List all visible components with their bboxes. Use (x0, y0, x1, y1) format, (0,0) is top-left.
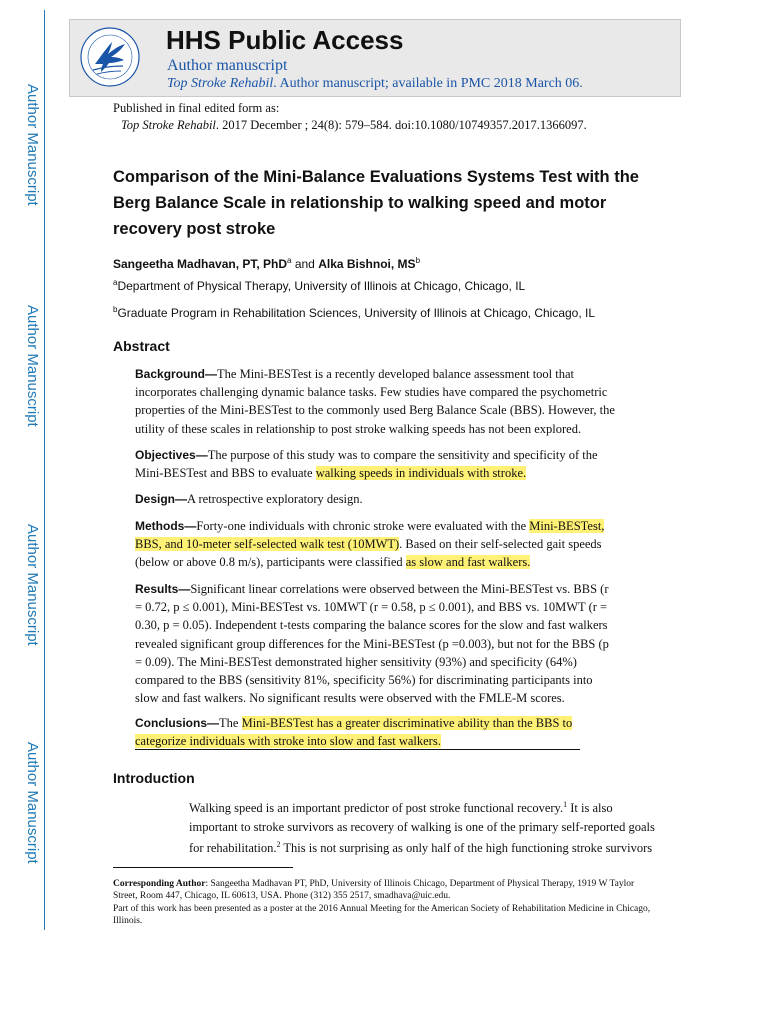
highlighted-text: Mini-BESTest, BBS, and 10-meter self-selected walk test (10MWT) (135, 519, 605, 552)
availability-line (167, 76, 583, 92)
abstract-heading: Abstract (113, 338, 170, 354)
affiliation-b (113, 305, 595, 320)
margin-rule (44, 10, 45, 930)
reference-link[interactable]: 1 (563, 800, 568, 809)
intro-text: This is not surprising as only half of the high functioning stroke survivors (280, 841, 653, 856)
author-affil-marker: a (287, 256, 292, 265)
footnote-label: Corresponding Author (113, 879, 206, 889)
author-separator: and (291, 257, 319, 271)
section-text: The Mini-BESTest is a recently developed balance assessment tool that incorporates challenging dynamic balance tasks. Few studies have compared the psychometric properties of the Mini-BESTest to the commonly used Berg Balance Scale (BBS). However, the utility of these scales in relationship to post stroke walking speeds has not been explored. (135, 367, 615, 436)
author-manuscript-label: Author Manuscript (24, 742, 41, 864)
journal-name: Top Stroke Rehabil (121, 118, 216, 132)
section-label: Objectives— (135, 448, 208, 462)
section-label: Conclusions— (135, 716, 220, 730)
published-label: Published in final edited form as: (113, 101, 280, 115)
highlighted-text: as slow and fast walkers. (405, 555, 531, 570)
affil-marker: b (113, 305, 118, 314)
section-text: Significant linear correlations were observed between the Mini-BESTest vs. BBS (r = 0.72, p ≤ 0.001), Mini-BESTest vs. 10MWT (r = 0.58, p ≤ 0.001), and BBS vs. 10MWT (r = 0.30, p = 0.05). Independent t-tests comparing the balance scores for the slow and fast walkers revealed significant group differences for the Mini-BESTest (p =0.003), but not for the BBS (p = 0.09). The Mini-BESTest demonstrated higher sensitivity (93%) and specificity (64%) compared to the BBS (sensitivity 81%, specificity 56%) for discriminating participants into slow and fast walkers. No significant results were observed with the FMLE-M scores. (135, 582, 609, 706)
section-text: The (219, 716, 242, 730)
citation-text: . 2017 December ; 24(8): 579–584. doi:10.1080/10749357.2017.1366097. (215, 118, 587, 132)
footnote-text: : Sangeetha Madhavan PT, PhD, University of Illinois Chicago, Department of Physical Therapy, 1919 W Taylor Street, Room 447, Chicago, IL 60613, USA. Phone (312) 355 2517, smadhava@uic.edu. (113, 879, 635, 901)
hhs-eagle-seal-icon (79, 26, 141, 88)
reference-link[interactable]: 2 (276, 839, 281, 849)
manuscript-subtitle: Author manuscript (167, 57, 288, 74)
citation (113, 117, 587, 134)
section-label: Results— (135, 582, 191, 596)
author-affil-marker: b (415, 256, 421, 265)
journal-name: Top Stroke Rehabil (167, 76, 274, 91)
author-line (113, 256, 420, 271)
abstract-design (135, 490, 618, 508)
abstract-divider (135, 749, 580, 750)
section-label: Design— (135, 492, 188, 506)
footnote-divider (113, 867, 293, 868)
author-name: Alka Bishnoi, MS (318, 257, 416, 271)
corresponding-author-note (113, 879, 653, 902)
abstract-methods (135, 517, 618, 572)
hhs-header (69, 19, 681, 97)
introduction-heading: Introduction (113, 770, 195, 786)
author-manuscript-label: Author Manuscript (24, 305, 41, 427)
affil-marker: a (113, 278, 118, 287)
intro-text: It is also important to stroke survivors as recovery of walking is one of the primary self-reported goals for rehabilitation. (189, 801, 655, 856)
abstract-objectives (135, 446, 618, 482)
presentation-note: Part of this work has been presented as a poster at the 2016 Annual Meeting for the American Society of Rehabilitation Medicine in Chicago, Illinois. (113, 904, 651, 926)
footnotes (113, 879, 653, 929)
section-text: A retrospective exploratory design. (187, 492, 363, 506)
section-text: The purpose of this study was to compare the sensitivity and specificity of the Mini-BESTest and BBS to evaluate (135, 448, 598, 481)
hhs-title: HHS Public Access (166, 25, 404, 55)
abstract-conclusions (135, 714, 618, 750)
introduction-paragraph (189, 796, 659, 858)
abstract-background (135, 365, 618, 438)
section-label: Methods— (135, 519, 197, 533)
article-title: Comparison of the Mini-Balance Evaluations Systems Test with the Berg Balance Scale in relationship to walking speed and motor recovery post stroke (113, 168, 639, 238)
highlighted-text: walking speeds in individuals with stroke. (315, 466, 527, 481)
affil-text: Department of Physical Therapy, University of Illinois at Chicago, Chicago, IL (117, 279, 526, 293)
abstract-results (135, 580, 618, 707)
highlighted-text: Mini-BESTest has a greater discriminative ability than the BBS to categorize individuals with stroke into slow and fast walkers. (135, 716, 573, 749)
section-text: . Based on their self-selected gait speeds (below or above 0.8 m/s), participants were classified (135, 537, 602, 570)
intro-text: Walking speed is an important predictor of post stroke functional recovery. (189, 801, 564, 816)
author-name: Sangeetha Madhavan, PT, PhD (113, 257, 288, 271)
section-label: Background— (135, 367, 218, 381)
availability-text: . Author manuscript; available in PMC 2018 March 06. (273, 76, 583, 91)
section-text: Forty-one individuals with chronic stroke were evaluated with the (196, 519, 530, 533)
affil-text: Graduate Program in Rehabilitation Sciences, University of Illinois at Chicago, Chicago, IL (117, 306, 596, 320)
author-manuscript-label: Author Manuscript (24, 84, 41, 206)
published-info (113, 100, 587, 134)
author-manuscript-label: Author Manuscript (24, 524, 41, 646)
affiliation-a (113, 278, 525, 293)
